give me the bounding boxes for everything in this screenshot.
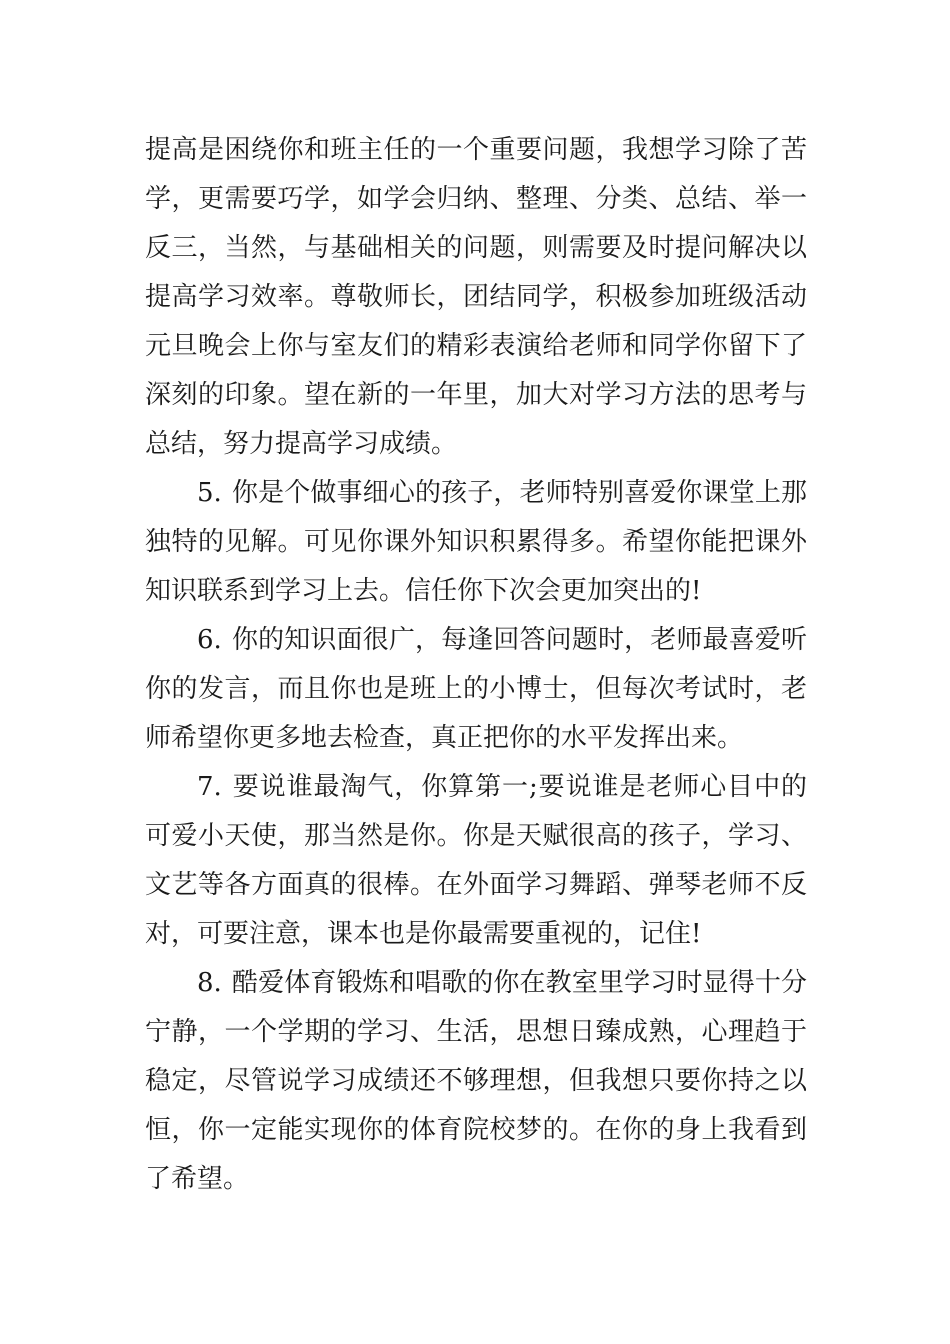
paragraph-number: 7. (197, 772, 222, 802)
paragraph-number: 5. (197, 478, 222, 508)
paragraph-item-6 (145, 616, 807, 763)
paragraph-continuation (145, 126, 807, 469)
paragraph-text: 提高是困绕你和班主任的一个重要问题，我想学习除了苦学，更需要巧学，如学会归纳、整理、分类、总结、举一反三，当然，与基础相关的问题，则需要及时提问解决以提高学习效率。尊敬师长，团结同学，积极参加班级活动元旦晚会上你与室友们的精彩表演给老师和同学你留下了深刻的印象。望在新的一年里，加大对学习方法的思考与总结，努力提高学习成绩。 (145, 135, 807, 459)
document-body (145, 126, 807, 1204)
paragraph-item-5 (145, 469, 807, 616)
paragraph-item-7 (145, 763, 807, 959)
paragraph-number: 8. (197, 968, 222, 998)
paragraph-text: 要说谁最淘气，你算第一;要说谁是老师心目中的可爱小天使，那当然是你。你是天赋很高的孩子，学习、文艺等各方面真的很棒。在外面学习舞蹈、弹琴老师不反对，可要注意，课本也是你最需要重视的，记住! (145, 772, 807, 949)
paragraph-text: 你是个做事细心的孩子，老师特别喜爱你课堂上那独特的见解。可见你课外知识积累得多。希望你能把课外知识联系到学习上去。信任你下次会更加突出的! (145, 478, 807, 606)
paragraph-text: 你的知识面很广，每逢回答问题时，老师最喜爱听你的发言，而且你也是班上的小博士，但每次考试时，老师希望你更多地去检查，真正把你的水平发挥出来。 (145, 625, 807, 753)
paragraph-item-8 (145, 959, 807, 1204)
paragraph-number: 6. (197, 625, 222, 655)
paragraph-text: 酷爱体育锻炼和唱歌的你在教室里学习时显得十分宁静，一个学期的学习、生活，思想日臻成熟，心理趋于稳定，尽管说学习成绩还不够理想，但我想只要你持之以恒，你一定能实现你的体育院校梦的。在你的身上我看到了希望。 (145, 968, 807, 1194)
